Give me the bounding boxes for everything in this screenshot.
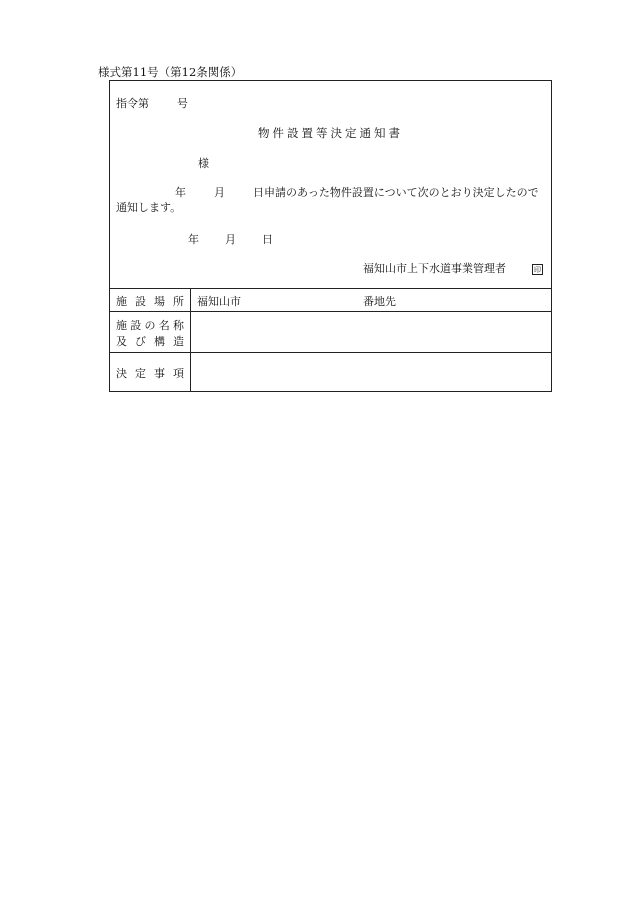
label-char: 施 [116, 295, 127, 308]
location-label [116, 293, 184, 309]
label-char: 所 [173, 295, 184, 308]
name-structure-value-cell [191, 312, 551, 352]
name-structure-label-line2 [116, 333, 184, 349]
label-char: 決 [116, 367, 127, 380]
body-text-line-1 [175, 184, 539, 200]
addressee-honorific: 様 [198, 157, 209, 170]
location-label-cell [110, 288, 191, 311]
issue-date-line [188, 231, 273, 247]
name-structure-label-line1 [116, 317, 184, 333]
label-char: 項 [173, 367, 184, 380]
decision-label [116, 365, 184, 381]
date-month: 月 [225, 233, 236, 246]
issuer-name: 福知山市上下水道事業管理者 [363, 262, 506, 275]
issuer-line [363, 260, 543, 276]
order-number-line [116, 95, 188, 111]
label-char: の [144, 319, 156, 332]
body-year: 年 [175, 186, 186, 199]
label-char: 場 [154, 295, 165, 308]
body-text-line-2: 通知します。 [116, 201, 182, 214]
notice-form [109, 80, 552, 392]
label-char: 称 [173, 319, 184, 332]
decision-label-cell [110, 353, 191, 391]
notice-header-section [110, 81, 551, 289]
label-char: 造 [173, 335, 184, 348]
date-day: 日 [262, 233, 273, 246]
location-suffix: 番地先 [363, 295, 396, 308]
date-year: 年 [188, 233, 199, 246]
body-month: 月 [214, 186, 225, 199]
label-char: 構 [154, 335, 165, 348]
decision-row [110, 353, 551, 391]
label-char: 設 [130, 319, 142, 332]
order-prefix: 指令第 [116, 97, 149, 110]
location-row [110, 288, 551, 312]
label-char: 設 [135, 295, 146, 308]
name-structure-label-cell [110, 312, 191, 352]
label-char: び [135, 335, 146, 348]
label-char: 定 [135, 367, 146, 380]
name-structure-row [110, 312, 551, 353]
label-char: 名 [158, 319, 170, 332]
body-day-text: 日申請のあった物件設置について次のとおり決定したので [253, 186, 539, 199]
label-char: 事 [154, 367, 165, 380]
seal-icon: 印 [534, 265, 541, 274]
decision-value-cell [191, 353, 551, 391]
location-city: 福知山市 [197, 295, 241, 308]
document-title: 物件設置等決定通知書 [258, 126, 403, 140]
label-char: 及 [116, 335, 127, 348]
location-value-cell [191, 288, 551, 311]
form-number-label: 様式第11号（第12条関係） [98, 65, 243, 79]
order-suffix: 号 [177, 97, 188, 110]
label-char: 施 [116, 319, 127, 332]
